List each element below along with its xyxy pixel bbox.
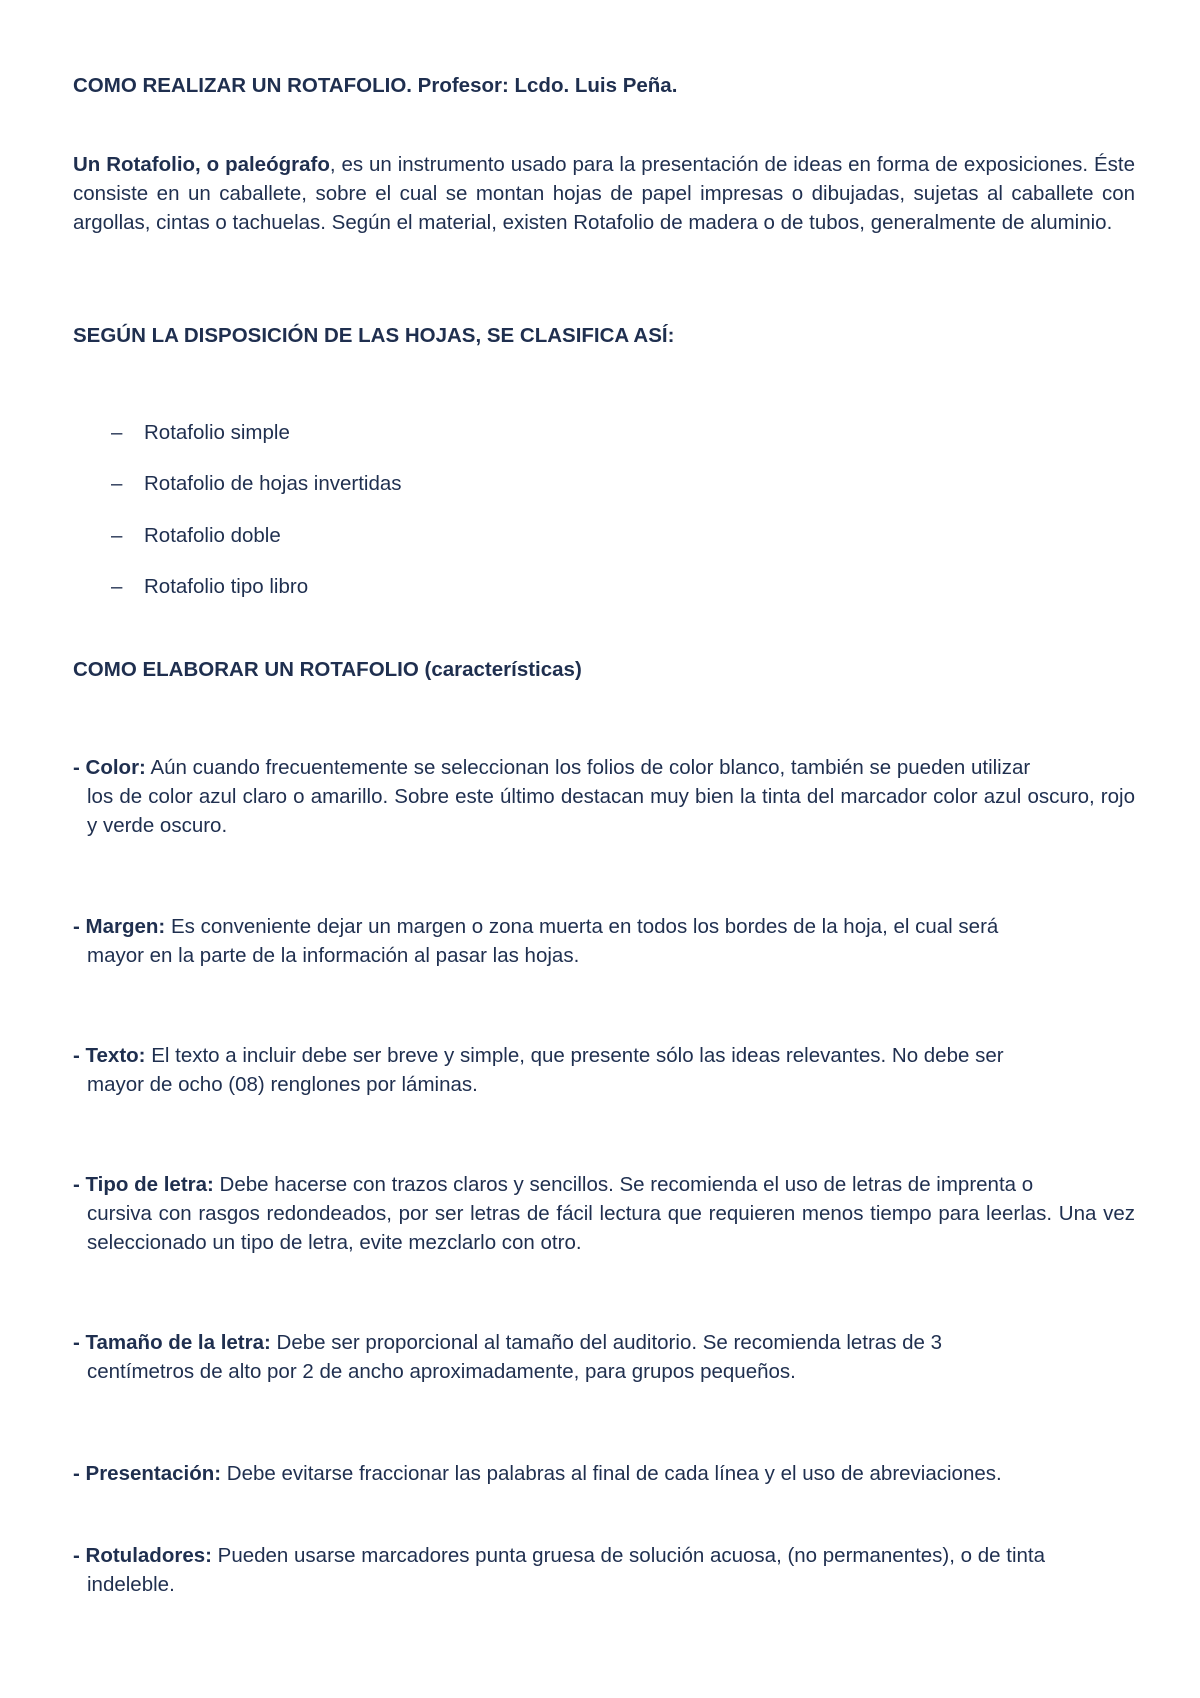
feature-first-line: Aún cuando frecuentemente se seleccionan los folios de color blanco, también se pueden utilizar	[145, 756, 1031, 779]
intro-text: , es un instrumento usado para la presentación de ideas en forma de exposiciones. Éste consiste en un caballete, sobre el cual se montan hojas de papel impresas o dibujadas, sujetas al caballete con argollas, cintas o tachuelas. Según el material, existen Rotafolio de madera o de tubos, generalmente de aluminio.	[73, 153, 1135, 234]
feature-first-line: El texto a incluir debe ser breve y simple, que presente sólo las ideas relevantes. No debe ser	[145, 1044, 1004, 1067]
feature-color	[73, 753, 1135, 840]
feature-rest: indeleble.	[87, 1573, 175, 1596]
feature-tipo-de-letra	[73, 1170, 1135, 1257]
intro-paragraph	[73, 150, 1135, 237]
list-dash: –	[111, 472, 123, 495]
list-item-label: Rotafolio tipo libro	[144, 575, 309, 598]
features-heading: COMO ELABORAR UN ROTAFOLIO (características)	[73, 658, 582, 681]
feature-label: - Presentación:	[73, 1462, 222, 1485]
feature-first-line: Pueden usarse marcadores punta gruesa de solución acuosa, (no permanentes), o de tinta	[211, 1544, 1045, 1567]
feature-label: - Rotuladores:	[73, 1544, 212, 1567]
document-title: COMO REALIZAR UN ROTAFOLIO. Profesor: Lcdo. Luis Peña.	[73, 74, 678, 97]
list-item-label: Rotafolio simple	[144, 421, 290, 444]
list-dash: –	[111, 524, 123, 547]
feature-first-line: Debe evitarse fraccionar las palabras al final de cada línea y el uso de abreviaciones.	[221, 1462, 1002, 1485]
list-item-label: Rotafolio doble	[144, 524, 281, 547]
feature-first-line: Debe hacerse con trazos claros y sencillos. Se recomienda el uso de letras de imprenta o	[213, 1173, 1034, 1196]
feature-label: - Color:	[73, 756, 146, 779]
feature-first-line: Debe ser proporcional al tamaño del auditorio. Se recomienda letras de 3	[270, 1331, 943, 1354]
feature-rest: cursiva con rasgos redondeados, por ser letras de fácil lectura que requieren menos tiempo para leerlas. Una vez seleccionado un tipo de letra, evite mezclarlo con otro.	[87, 1202, 1135, 1254]
feature-rotuladores	[73, 1541, 1135, 1599]
feature-tamano-de-la-letra	[73, 1328, 1135, 1386]
feature-rest: mayor de ocho (08) renglones por láminas.	[87, 1073, 478, 1096]
list-dash: –	[111, 421, 123, 444]
intro-bold-lead: Un Rotafolio, o paleógrafo	[73, 153, 330, 176]
feature-label: - Tipo de letra:	[73, 1173, 214, 1196]
feature-rest: centímetros de alto por 2 de ancho aproximadamente, para grupos pequeños.	[87, 1360, 796, 1383]
list-item	[111, 418, 290, 447]
feature-presentacion	[73, 1459, 1135, 1488]
feature-first-line: Es conveniente dejar un margen o zona muerta en todos los bordes de la hoja, el cual será	[165, 915, 999, 938]
list-item	[111, 521, 281, 550]
feature-label: - Texto:	[73, 1044, 146, 1067]
feature-margen	[73, 912, 1135, 970]
list-item	[111, 469, 402, 498]
feature-texto	[73, 1041, 1135, 1099]
feature-rest: mayor en la parte de la información al pasar las hojas.	[87, 944, 580, 967]
feature-label: - Margen:	[73, 915, 166, 938]
feature-label: - Tamaño de la letra:	[73, 1331, 271, 1354]
feature-rest: los de color azul claro o amarillo. Sobre este último destacan muy bien la tinta del marcador color azul oscuro, rojo y verde oscuro.	[87, 785, 1135, 837]
classification-heading: SEGÚN LA DISPOSICIÓN DE LAS HOJAS, SE CLASIFICA ASÍ:	[73, 324, 675, 347]
list-item-label: Rotafolio de hojas invertidas	[144, 472, 402, 495]
list-item	[111, 572, 308, 601]
list-dash: –	[111, 575, 123, 598]
